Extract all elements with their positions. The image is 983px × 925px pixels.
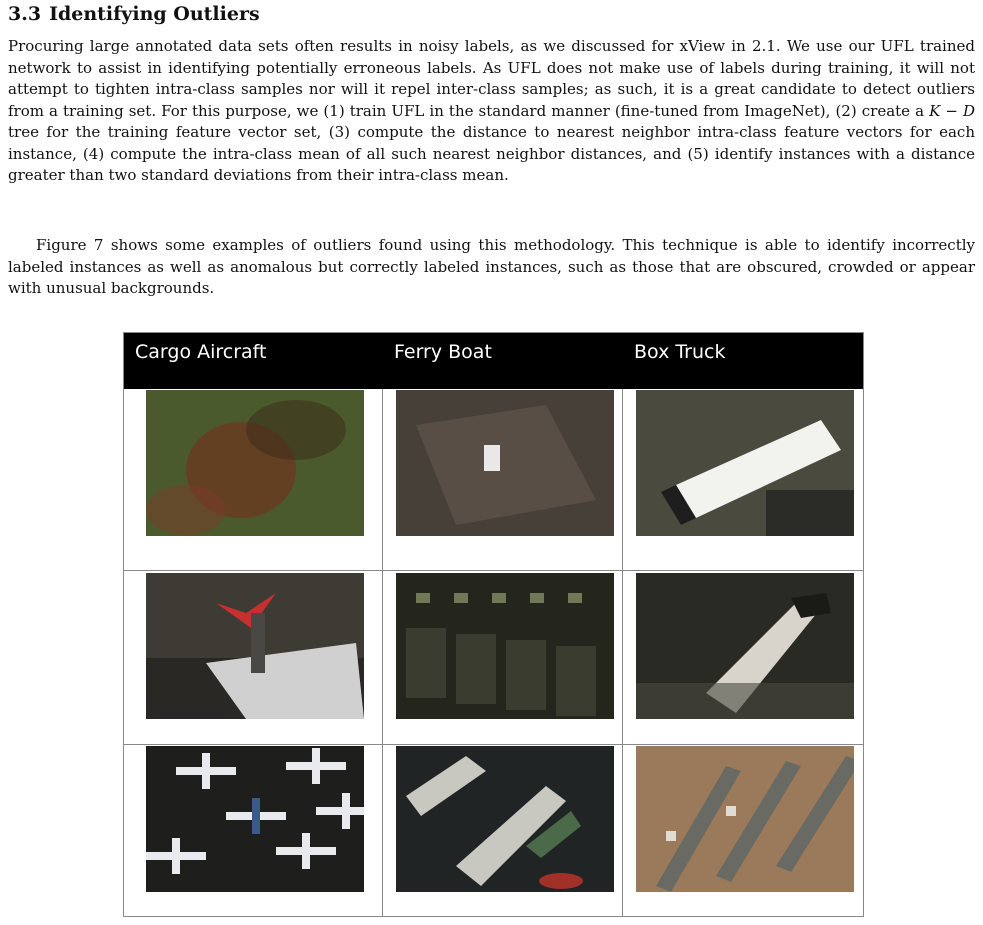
moored-ferries-icon — [396, 746, 614, 892]
thumbnail-1-1 — [396, 573, 614, 719]
thumbnail-1-0 — [146, 573, 364, 719]
white-box-truck-icon — [636, 390, 854, 536]
figure-header — [124, 333, 863, 389]
outlier-figure — [123, 332, 864, 917]
boat-in-dock-icon — [396, 390, 614, 536]
column-header-box-truck: Box Truck — [634, 341, 726, 363]
parking-lot-trucks-icon — [636, 746, 854, 892]
kd-math: K − D — [929, 101, 975, 120]
section-title: Identifying Outliers — [49, 3, 260, 25]
paragraph-1-part-2: tree for the training feature vector set, (3) compute the distance to nearest neighbor intra-class feature vectors for each instance, (4) compute the intra-class mean of all such nearest neighbor distances, and (5) identify instances with a distance greater than two standard deviations from their intra-class mean. — [8, 123, 975, 184]
column-header-ferry-boat: Ferry Boat — [394, 341, 492, 363]
blurry-dark-patch-icon — [146, 390, 364, 536]
thumbnail-2-1 — [396, 746, 614, 892]
paragraph-1-part-1: Procuring large annotated data sets often results in noisy labels, as we discussed for xView in 2.1. We use our UFL trained network to assist in identifying potentially erroneous labels. As UFL does not make use of labels during training, it will not attempt to tighten intra-class samples nor will it repel inter-class samples; as such, it is a great candidate to detect outliers from a training set. For this purpose, we (1) train UFL in the standard manner (fine-tuned from ImageNet), (2) create a — [8, 37, 975, 120]
thumbnail-0-2 — [636, 390, 854, 536]
column-divider — [382, 389, 383, 917]
row-divider — [124, 570, 863, 571]
truck-diagonal-icon — [636, 573, 854, 719]
row-divider — [124, 744, 863, 745]
thumbnail-0-0 — [146, 390, 364, 536]
column-divider — [622, 389, 623, 917]
parked-aircraft-icon — [146, 746, 364, 892]
paragraph-2: Figure 7 shows some examples of outliers found using this methodology. This technique is able to identify incorrectly labeled instances as well as anomalous but correctly labeled instances, such as those that are obscured, crowded or appear with unusual backgrounds. — [8, 236, 975, 297]
thumbnail-0-1 — [396, 390, 614, 536]
docked-boats-dark-icon — [396, 573, 614, 719]
column-header-cargo-aircraft: Cargo Aircraft — [135, 341, 267, 363]
airport-tarmac-icon — [146, 573, 364, 719]
thumbnail-2-2 — [636, 746, 854, 892]
thumbnail-2-0 — [146, 746, 364, 892]
thumbnail-1-2 — [636, 573, 854, 719]
section-number: 3.3 — [8, 3, 42, 25]
section-heading — [8, 3, 260, 25]
paragraph-1 — [8, 36, 975, 187]
